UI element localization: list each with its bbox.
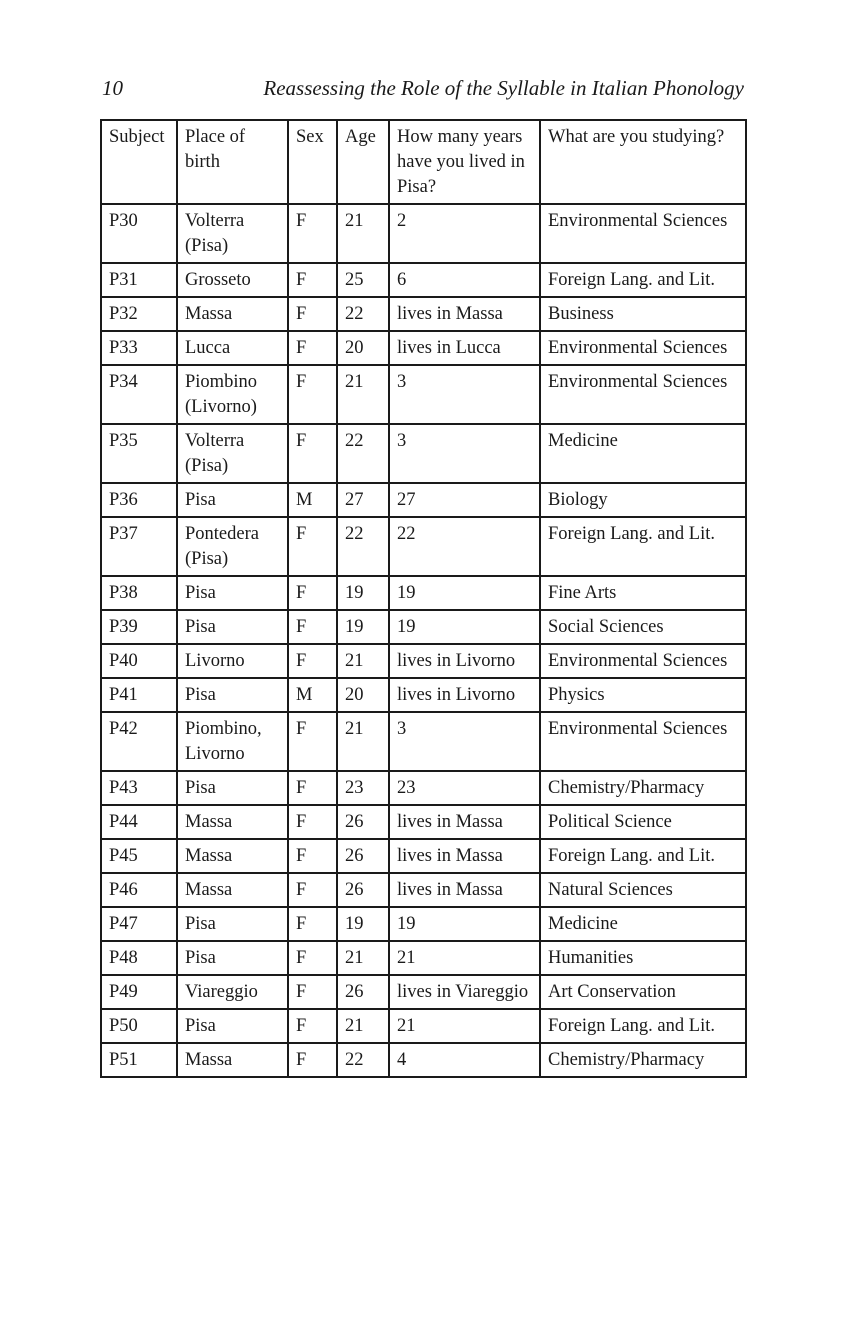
years-in-pisa-cell: 3 bbox=[389, 424, 540, 483]
age-cell: 22 bbox=[337, 297, 389, 331]
table-row bbox=[101, 576, 746, 610]
field-of-study-cell: Environmental Sciences bbox=[540, 712, 746, 771]
sex-cell: F bbox=[288, 610, 337, 644]
field-of-study-cell: Environmental Sciences bbox=[540, 204, 746, 263]
subject-cell: P46 bbox=[101, 873, 177, 907]
field-of-study-cell: Medicine bbox=[540, 907, 746, 941]
subject-cell: P30 bbox=[101, 204, 177, 263]
subject-cell: P49 bbox=[101, 975, 177, 1009]
column-header-age: Age bbox=[337, 120, 389, 204]
table-row bbox=[101, 805, 746, 839]
sex-cell: F bbox=[288, 297, 337, 331]
subject-cell: P32 bbox=[101, 297, 177, 331]
subject-cell: P36 bbox=[101, 483, 177, 517]
years-in-pisa-cell: lives in Livorno bbox=[389, 644, 540, 678]
subject-cell: P48 bbox=[101, 941, 177, 975]
field-of-study-cell: Foreign Lang. and Lit. bbox=[540, 1009, 746, 1043]
sex-cell: F bbox=[288, 975, 337, 1009]
table-row bbox=[101, 331, 746, 365]
years-in-pisa-cell: 3 bbox=[389, 712, 540, 771]
subject-cell: P44 bbox=[101, 805, 177, 839]
participants-table bbox=[100, 119, 747, 1078]
place-of-birth-cell: Massa bbox=[177, 1043, 288, 1077]
table-row bbox=[101, 297, 746, 331]
subject-cell: P42 bbox=[101, 712, 177, 771]
column-header-field-of-study: What are you studying? bbox=[540, 120, 746, 204]
age-cell: 19 bbox=[337, 576, 389, 610]
page-header bbox=[100, 74, 746, 106]
table-row bbox=[101, 263, 746, 297]
sex-cell: F bbox=[288, 331, 337, 365]
sex-cell: M bbox=[288, 678, 337, 712]
place-of-birth-cell: Volterra (Pisa) bbox=[177, 204, 288, 263]
sex-cell: F bbox=[288, 805, 337, 839]
field-of-study-cell: Fine Arts bbox=[540, 576, 746, 610]
field-of-study-cell: Social Sciences bbox=[540, 610, 746, 644]
subject-cell: P43 bbox=[101, 771, 177, 805]
age-cell: 21 bbox=[337, 712, 389, 771]
age-cell: 21 bbox=[337, 365, 389, 424]
place-of-birth-cell: Grosseto bbox=[177, 263, 288, 297]
years-in-pisa-cell: 22 bbox=[389, 517, 540, 576]
page-number: 10 bbox=[102, 76, 123, 100]
sex-cell: F bbox=[288, 1043, 337, 1077]
table-row bbox=[101, 839, 746, 873]
sex-cell: F bbox=[288, 365, 337, 424]
table-row bbox=[101, 771, 746, 805]
table-row bbox=[101, 907, 746, 941]
column-header-years-in-pisa: How many years have you lived in Pisa? bbox=[389, 120, 540, 204]
place-of-birth-cell: Pisa bbox=[177, 483, 288, 517]
field-of-study-cell: Natural Sciences bbox=[540, 873, 746, 907]
age-cell: 19 bbox=[337, 610, 389, 644]
table-row bbox=[101, 204, 746, 263]
table-row bbox=[101, 644, 746, 678]
place-of-birth-cell: Pisa bbox=[177, 678, 288, 712]
years-in-pisa-cell: 4 bbox=[389, 1043, 540, 1077]
place-of-birth-cell: Piombino (Livorno) bbox=[177, 365, 288, 424]
sex-cell: F bbox=[288, 644, 337, 678]
table-row bbox=[101, 517, 746, 576]
field-of-study-cell: Business bbox=[540, 297, 746, 331]
table-row bbox=[101, 873, 746, 907]
running-title: Reassessing the Role of the Syllable in Italian Phonology bbox=[263, 76, 744, 100]
age-cell: 25 bbox=[337, 263, 389, 297]
sex-cell: F bbox=[288, 1009, 337, 1043]
field-of-study-cell: Chemistry/Pharmacy bbox=[540, 1043, 746, 1077]
years-in-pisa-cell: 19 bbox=[389, 576, 540, 610]
age-cell: 21 bbox=[337, 941, 389, 975]
years-in-pisa-cell: 21 bbox=[389, 1009, 540, 1043]
place-of-birth-cell: Pisa bbox=[177, 771, 288, 805]
place-of-birth-cell: Pisa bbox=[177, 576, 288, 610]
sex-cell: F bbox=[288, 517, 337, 576]
years-in-pisa-cell: 19 bbox=[389, 907, 540, 941]
place-of-birth-cell: Pisa bbox=[177, 907, 288, 941]
years-in-pisa-cell: 6 bbox=[389, 263, 540, 297]
place-of-birth-cell: Livorno bbox=[177, 644, 288, 678]
field-of-study-cell: Medicine bbox=[540, 424, 746, 483]
years-in-pisa-cell: lives in Lucca bbox=[389, 331, 540, 365]
subject-cell: P50 bbox=[101, 1009, 177, 1043]
age-cell: 21 bbox=[337, 644, 389, 678]
table-row bbox=[101, 424, 746, 483]
place-of-birth-cell: Massa bbox=[177, 873, 288, 907]
years-in-pisa-cell: lives in Massa bbox=[389, 805, 540, 839]
age-cell: 26 bbox=[337, 975, 389, 1009]
age-cell: 23 bbox=[337, 771, 389, 805]
subject-cell: P31 bbox=[101, 263, 177, 297]
field-of-study-cell: Chemistry/Pharmacy bbox=[540, 771, 746, 805]
place-of-birth-cell: Piombino, Livorno bbox=[177, 712, 288, 771]
table-row bbox=[101, 483, 746, 517]
subject-cell: P39 bbox=[101, 610, 177, 644]
field-of-study-cell: Foreign Lang. and Lit. bbox=[540, 839, 746, 873]
years-in-pisa-cell: 3 bbox=[389, 365, 540, 424]
subject-cell: P47 bbox=[101, 907, 177, 941]
field-of-study-cell: Art Conservation bbox=[540, 975, 746, 1009]
field-of-study-cell: Biology bbox=[540, 483, 746, 517]
sex-cell: F bbox=[288, 712, 337, 771]
age-cell: 22 bbox=[337, 517, 389, 576]
age-cell: 21 bbox=[337, 204, 389, 263]
field-of-study-cell: Environmental Sciences bbox=[540, 331, 746, 365]
table-row bbox=[101, 365, 746, 424]
subject-cell: P40 bbox=[101, 644, 177, 678]
years-in-pisa-cell: lives in Viareggio bbox=[389, 975, 540, 1009]
table-row bbox=[101, 610, 746, 644]
subject-cell: P41 bbox=[101, 678, 177, 712]
years-in-pisa-cell: 27 bbox=[389, 483, 540, 517]
age-cell: 20 bbox=[337, 678, 389, 712]
age-cell: 20 bbox=[337, 331, 389, 365]
table-row bbox=[101, 941, 746, 975]
table-row bbox=[101, 712, 746, 771]
column-header-sex: Sex bbox=[288, 120, 337, 204]
age-cell: 26 bbox=[337, 805, 389, 839]
place-of-birth-cell: Massa bbox=[177, 839, 288, 873]
column-header-place-of-birth: Place of birth bbox=[177, 120, 288, 204]
field-of-study-cell: Environmental Sciences bbox=[540, 365, 746, 424]
place-of-birth-cell: Pisa bbox=[177, 941, 288, 975]
table-row bbox=[101, 1009, 746, 1043]
sex-cell: F bbox=[288, 873, 337, 907]
place-of-birth-cell: Lucca bbox=[177, 331, 288, 365]
sex-cell: F bbox=[288, 204, 337, 263]
subject-cell: P45 bbox=[101, 839, 177, 873]
place-of-birth-cell: Volterra (Pisa) bbox=[177, 424, 288, 483]
age-cell: 21 bbox=[337, 1009, 389, 1043]
subject-cell: P35 bbox=[101, 424, 177, 483]
age-cell: 26 bbox=[337, 839, 389, 873]
age-cell: 26 bbox=[337, 873, 389, 907]
field-of-study-cell: Foreign Lang. and Lit. bbox=[540, 517, 746, 576]
years-in-pisa-cell: lives in Massa bbox=[389, 839, 540, 873]
subject-cell: P33 bbox=[101, 331, 177, 365]
subject-cell: P51 bbox=[101, 1043, 177, 1077]
years-in-pisa-cell: 23 bbox=[389, 771, 540, 805]
sex-cell: F bbox=[288, 907, 337, 941]
table-row bbox=[101, 975, 746, 1009]
place-of-birth-cell: Pisa bbox=[177, 1009, 288, 1043]
sex-cell: F bbox=[288, 941, 337, 975]
years-in-pisa-cell: 21 bbox=[389, 941, 540, 975]
sex-cell: F bbox=[288, 771, 337, 805]
field-of-study-cell: Environmental Sciences bbox=[540, 644, 746, 678]
sex-cell: F bbox=[288, 263, 337, 297]
age-cell: 19 bbox=[337, 907, 389, 941]
years-in-pisa-cell: lives in Livorno bbox=[389, 678, 540, 712]
place-of-birth-cell: Pisa bbox=[177, 610, 288, 644]
field-of-study-cell: Physics bbox=[540, 678, 746, 712]
field-of-study-cell: Political Science bbox=[540, 805, 746, 839]
years-in-pisa-cell: 2 bbox=[389, 204, 540, 263]
table-row bbox=[101, 1043, 746, 1077]
column-header-subject: Subject bbox=[101, 120, 177, 204]
place-of-birth-cell: Massa bbox=[177, 805, 288, 839]
place-of-birth-cell: Pontedera (Pisa) bbox=[177, 517, 288, 576]
place-of-birth-cell: Massa bbox=[177, 297, 288, 331]
age-cell: 27 bbox=[337, 483, 389, 517]
table-body bbox=[101, 204, 746, 1077]
years-in-pisa-cell: lives in Massa bbox=[389, 297, 540, 331]
sex-cell: M bbox=[288, 483, 337, 517]
table-header-row bbox=[101, 120, 746, 204]
subject-cell: P37 bbox=[101, 517, 177, 576]
place-of-birth-cell: Viareggio bbox=[177, 975, 288, 1009]
age-cell: 22 bbox=[337, 424, 389, 483]
years-in-pisa-cell: 19 bbox=[389, 610, 540, 644]
subject-cell: P34 bbox=[101, 365, 177, 424]
sex-cell: F bbox=[288, 576, 337, 610]
field-of-study-cell: Foreign Lang. and Lit. bbox=[540, 263, 746, 297]
sex-cell: F bbox=[288, 424, 337, 483]
field-of-study-cell: Humanities bbox=[540, 941, 746, 975]
age-cell: 22 bbox=[337, 1043, 389, 1077]
years-in-pisa-cell: lives in Massa bbox=[389, 873, 540, 907]
subject-cell: P38 bbox=[101, 576, 177, 610]
table-row bbox=[101, 678, 746, 712]
sex-cell: F bbox=[288, 839, 337, 873]
